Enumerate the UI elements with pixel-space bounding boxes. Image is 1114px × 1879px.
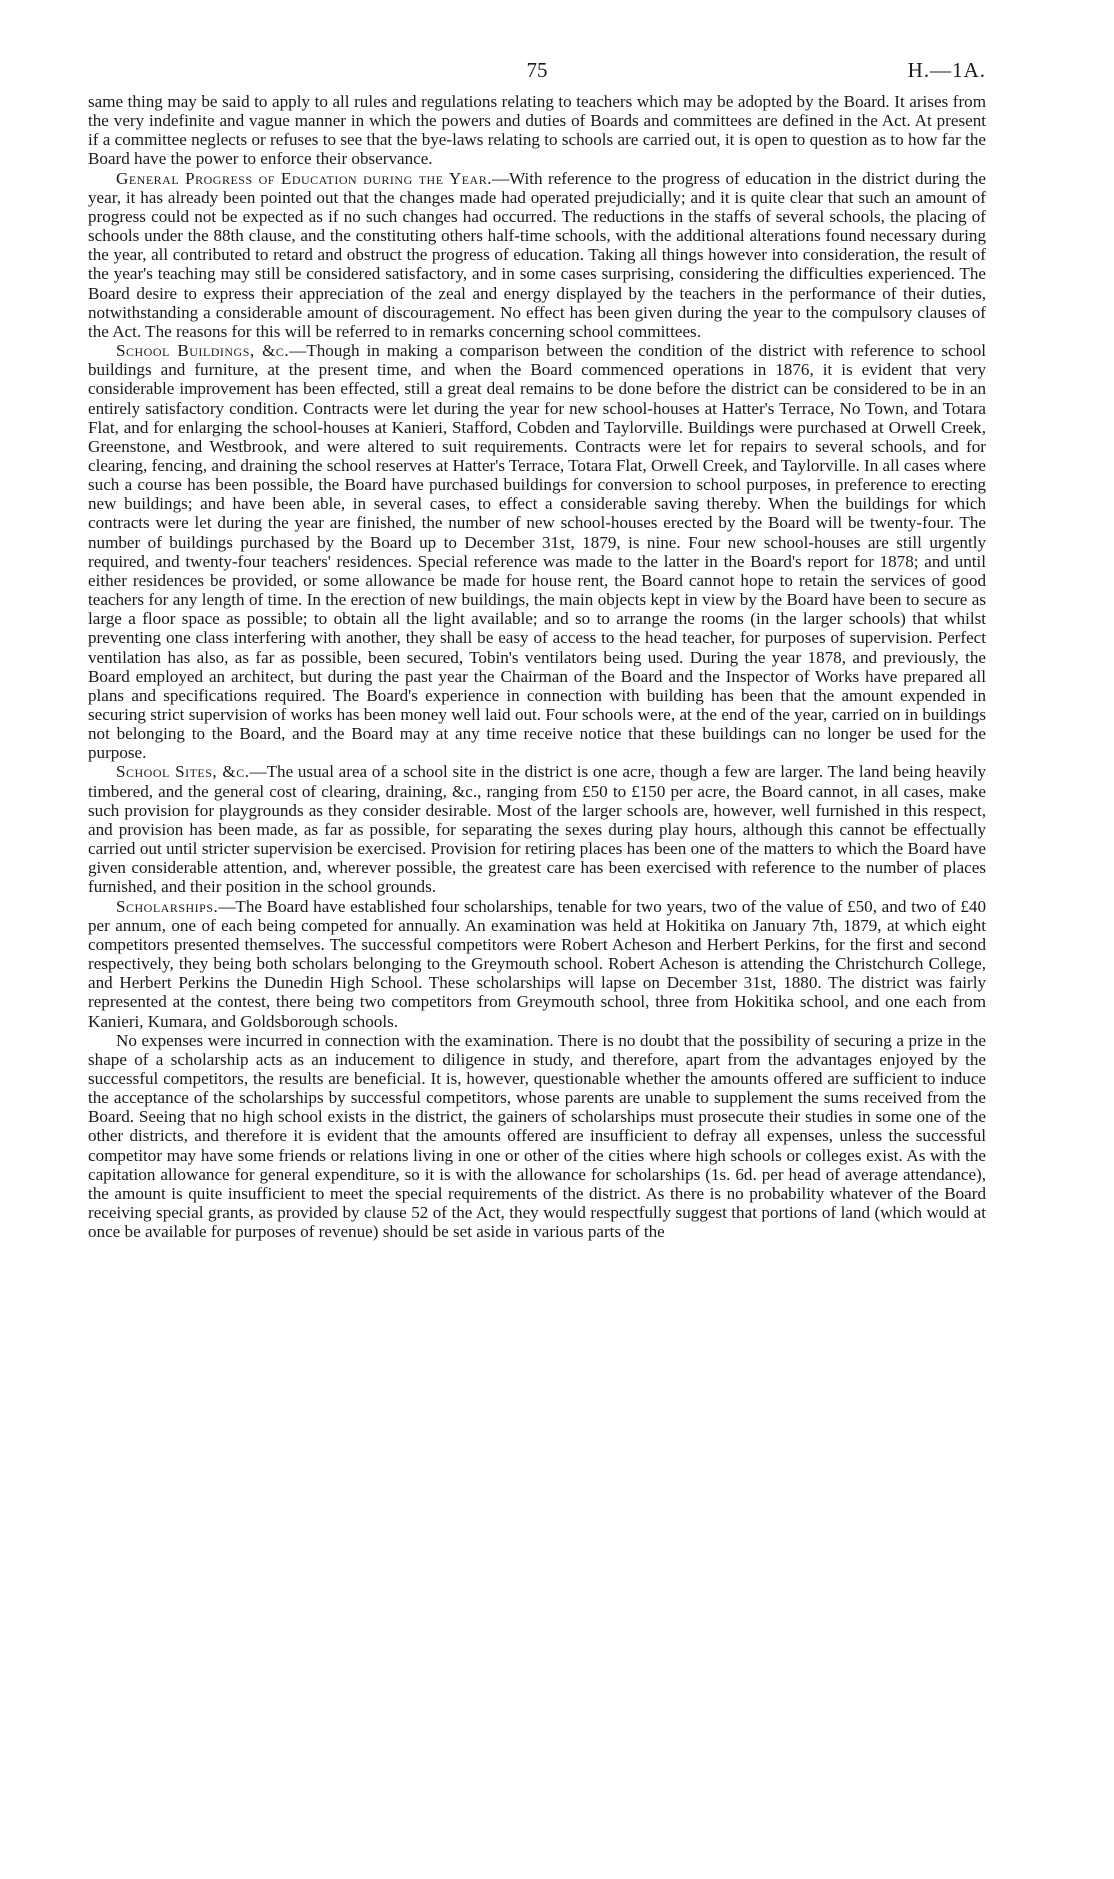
- paragraph-examination-expenses: [88, 1031, 986, 1242]
- paragraph-text: —The Board have established four scholarships, tenable for two years, two of the value of £50, and two of £40 per annum, one of each being competed for annually. An examination was held at Hokitika on January 7th, 1879, at which eight competitors presented themselves. The successful competitors were Robert Acheson and Herbert Perkins, for the first and second respectively, they being both scholars belonging to the Greymouth school. Robert Acheson is attending the Christchurch College, and Herbert Perkins the Dunedin High School. These scholarships will lapse on December 31st, 1880. The district was fairly represented at the contest, there being two competitors from Greymouth school, three from Hokitika school, and one each from Kanieri, Kumara, and Goldsborough schools.: [88, 896, 986, 1031]
- paragraph-text: —The usual area of a school site in the district is one acre, though a few are larger. The land being heavily timbered, and the general cost of clearing, draining, &c., ranging from £50 to £150 per acre, the Board cannot, in all cases, make such provision for playgrounds as they consider desirable. Most of the larger schools are, however, well furnished in this respect, and provision has been made, as far as possible, for separating the sexes during play hours, although this cannot be effectually carried out until stricter supervision be exercised. Provision for retiring places has been one of the matters to which the Board have given considerable attention, and, wherever possible, the greatest care has been exercised with reference to the number of places furnished, and their position in the school grounds.: [88, 762, 986, 897]
- document-reference: H.—1A.: [907, 58, 986, 82]
- section-heading: School Sites, &c.: [116, 762, 250, 782]
- paragraph-text: same thing may be said to apply to all rules and regulations relating to teachers which may be adopted by the Board. It arises from the very indefinite and vague manner in which the powers and duties of Boards and committees are defined in the Act. At present if a committee neglects or refuses to see that the bye-laws relating to schools are carried out, it is open to question as to how far the Board have the power to enforce their observance.: [88, 92, 986, 169]
- document-page: [88, 52, 986, 1241]
- page-header: [88, 52, 986, 92]
- paragraph-text: —Though in making a comparison between the condition of the district with reference to school buildings and furniture, at the present time, and when the Board commenced operations in 1876, it is evident that very considerable improvement has been effected, still a great deal remains to be done before the district can be considered to be in an entirely satisfactory condition. Contracts were let during the year for new school-houses at Hatter's Terrace, No Town, and Totara Flat, and for enlarging the school-houses at Kanieri, Stafford, Cobden and Taylorville. Buildings were purchased at Orwell Creek, Greenstone, and Westbrook, and were altered to suit requirements. Contracts were let for repairs to several schools, and for clearing, fencing, and draining the school reserves at Hatter's Terrace, Totara Flat, Orwell Creek, and Taylorville. In all cases where such a course has been possible, the Board have purchased buildings for conversion to school purposes, in preference to erecting new buildings; and have been able, in several cases, to effect a considerable saving thereby. When the buildings for which contracts were let during the year are finished, the number of new school-houses erected by the Board will be twenty-four. The number of buildings purchased by the Board up to December 31st, 1879, is nine. Four new school-houses are still urgently required, and twenty-four teachers' residences. Special reference was made to the latter in the Board's report for 1878; and until either residences be provided, or some allowance be made for house rent, the Board cannot hope to retain the services of good teachers for any length of time. In the erection of new buildings, the main objects kept in view by the Board have been to secure as large a floor space as possible; to obtain all the light available; and so to arrange the rooms (in the larger schools) that whilst preventing one class interfering with another, they shall be easy of access to the head teacher, for purposes of supervision. Perfect ventilation has also, as far as possible, been secured, Tobin's ventilators being used. During the year 1878, and previously, the Board employed an architect, but during the past year the Chairman of the Board and the Inspector of Works have prepared all plans and specifications required. The Board's experience in connection with building has been that the amount expended in securing strict supervision of works has been money well laid out. Four schools were, at the end of the year, carried on in buildings not belonging to the Board, and the Board may at any time receive notice that these buildings can no longer be used for the purpose.: [88, 341, 986, 763]
- section-heading: School Buildings, &c.: [116, 341, 290, 361]
- paragraph-text: —With reference to the progress of education in the district during the year, it has already been pointed out that the changes made had operated prejudicially; and it is quite clear that such an amount of progress could not be expected as if no such changes had occurred. The reductions in the staffs of several schools, the placing of schools under the 88th clause, and the constituting others half-time schools, with the additional alterations found necessary during the year, all contributed to retard and obstruct the progress of education. Taking all things however into consideration, the result of the year's teaching may still be considered satisfactory, and in some cases surprising, considering the difficulties experienced. The Board desire to express their appreciation of the zeal and energy displayed by the teachers in the performance of their duties, notwithstanding a considerable amount of discouragement. No effect has been given during the year to the compulsory clauses of the Act. The reasons for this will be referred to in remarks concerning school committees.: [88, 168, 986, 341]
- section-heading: General Progress of Education during the Year.: [116, 168, 492, 188]
- paragraph-scholarships: [88, 897, 986, 1031]
- paragraph-school-sites: [88, 762, 986, 896]
- section-heading: Scholarships.: [116, 896, 219, 916]
- paragraph-school-buildings: [88, 341, 986, 762]
- paragraph-continuation: [88, 92, 986, 169]
- paragraph-text: No expenses were incurred in connection with the examination. There is no doubt that the possibility of securing a prize in the shape of a scholarship acts as an inducement to diligence in study, and therefore, apart from the advantages enjoyed by the successful competitors, the results are beneficial. It is, however, questionable whether the amounts offered are sufficient to induce the acceptance of the scholarships by successful competitors, whose parents are unable to supplement the sums received from the Board. Seeing that no high school exists in the district, the gainers of scholarships must prosecute their studies in some one of the other districts, and therefore it is evident that the amounts offered are insufficient to defray all expenses, unless the successful competitor may have some friends or relations living in one or other of the cities where high schools or colleges exist. As with the capitation allowance for general expenditure, so it is with the allowance for scholarships (1s. 6d. per head of average attendance), the amount is quite insufficient to meet the special requirements of the district. As there is no probability whatever of the Board receiving special grants, as provided by clause 52 of the Act, they would respectfully suggest that portions of land (which would at once be available for purposes of revenue) should be set aside in various parts of the: [88, 1030, 986, 1242]
- paragraph-general-progress: [88, 169, 986, 341]
- page-number: 75: [526, 58, 548, 82]
